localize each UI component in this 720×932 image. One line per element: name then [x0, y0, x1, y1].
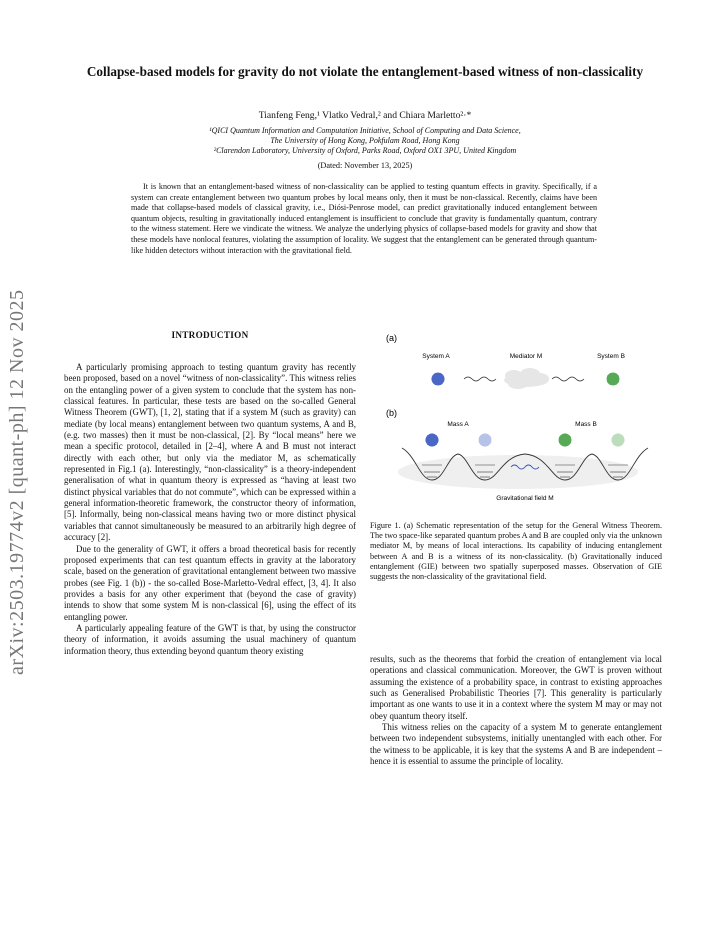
- paragraph: This witness relies on the capacity of a system M to generate entanglement between two independent subsystems, initially unentangled with each other. For the witness to be applicable, it is key that the systems A and B are independent – hence it is essential to assume the principle of locality.: [370, 722, 662, 767]
- mass-b-label: Mass B: [575, 421, 597, 428]
- mass-b-right: [612, 434, 625, 447]
- system-a-sphere: [432, 373, 445, 386]
- panel-a-label: (a): [386, 333, 397, 343]
- figure-1: [368, 330, 668, 510]
- affiliation-line: ²Clarendon Laboratory, University of Oxford, Parks Road, Oxford OX1 3PU, United Kingdom: [213, 146, 517, 155]
- right-column: [370, 654, 662, 767]
- mass-a-left: [426, 434, 439, 447]
- affiliations: [60, 126, 670, 156]
- system-a-label: System A: [422, 353, 450, 360]
- paragraph: results, such as the theorems that forbid the creation of entanglement via local operations and classical communication. Moreover, the GWT is proven without assuming the existence of a probability space, in contrast to existing approaches such as Generalised Probabilistic Theories [7]. This generality is particularly important as one wants to use it in a context where the system M may or may not obey quantum theory itself.: [370, 654, 662, 721]
- system-b-label: System B: [597, 353, 625, 360]
- wavy-link-right: [552, 377, 584, 381]
- mediator-label: Mediator M: [509, 353, 543, 360]
- date-line: (Dated: November 13, 2025): [317, 161, 413, 170]
- panel-b-label: (b): [386, 408, 397, 418]
- arxiv-side-label: arXiv:2503.19774v2 [quant-ph] 12 Nov 2025: [6, 289, 28, 675]
- figure-caption: Figure 1. (a) Schematic representation of the setup for the General Witness Theorem. The two space-like separated quantum probes A and B are coupled only via the unknown mediator M, by means of local interactions. Its capability of inducing entanglement between A and B is a witness of its non-classicality. (b) Gravitationally induced entanglement (GIE) between two spatially superposed masses. Observation of GIE suggests the non-classicality of the gravitational field.: [370, 521, 662, 582]
- left-column: [64, 362, 356, 657]
- paragraph: A particularly promising approach to testing quantum gravity has recently been proposed, based on a novel “witness of non-classicality”. This witness relies on the entangling power of a given system to conclude that the system has non-classical features. In particular, these tests are based on the so-called General Witness Theorem (GWT), [1, 2], stating that if a system M (such as gravity) can mediate (by local means) entanglement between two quantum systems, A and B, (e.g. two masses) then it must be non-classical, [2]. By “local means” here we mean a specific protocol, detailed in [2–4], where A and B must not interact directly with each other, but only via the mediator M, as schematically represented in Fig.1 (a). Interestingly, “non-classicality” is a theory-independent generalisation of what in quantum theory is expressed as “having at least two distinct physical variables that do not commute”, which can be expressed within a general information-theoretic framework, the constructor theory of information, [5]. Informally, being non-classical means having two or more distinct physical variables that cannot simultaneously be measured to an arbitrarily high degree of accuracy [2].: [64, 362, 356, 543]
- section-heading: INTRODUCTION: [171, 330, 249, 340]
- paragraph: A particularly appealing feature of the GWT is that, by using the constructor theory of information, it avoids assuming the usual machinery of quantum information theory, thus extending beyond quantum theory existing: [64, 622, 356, 656]
- mediator-cloud: [504, 368, 549, 389]
- paragraph: Due to the generality of GWT, it offers a broad theoretical basis for recently proposed experiments that can test quantum effects in gravity at the laboratory scale, based on the generation of gravitational entanglement between two massive probes (see Fig. 1 (b)) - the so-called Bose-Marletto-Vedral effect, [3, 4]. It also provides a basis for any other experiment that (beyond the case of gravity) intends to show that some system M is non-classical [6], using the effect of its entangling power.: [64, 543, 356, 622]
- system-b-sphere: [607, 373, 620, 386]
- author-list: Tianfeng Feng,¹ Vlatko Vedral,² and Chiara Marletto²·*: [258, 110, 472, 121]
- gravitational-field-label: Gravitational field M: [496, 495, 554, 502]
- abstract: It is known that an entanglement-based witness of non-classicality can be applied to testing quantum effects in gravity. Specifically, if a system can create entanglement between two quantum probes by local means only, then it must be non-classical. Recently, claims have been made that collapse-based models of classical gravity, i.e., Diósi-Penrose model, can predict gravitationally induced entanglement between quantum objects, resulting in gravitationally induced entanglement is insufficient to conclude that gravity is fundamentally quantum, contrary to the witness statement. Here we vindicate the witness. We analyze the underlying physics of collapse-based models for gravity and show that these models have nonlocal features, violating the assumption of locality. We suggest that the entanglement can be generated through quantum-like hidden detectors without interaction with the gravitational field.: [131, 182, 597, 255]
- affiliation-line: The University of Hong Kong, Pokfulam Road, Hong Kong: [270, 136, 460, 145]
- paper-title: Collapse-based models for gravity do not violate the entanglement-based witness of non-classicality: [86, 64, 644, 79]
- wavy-link-left: [464, 377, 496, 381]
- mass-a-label: Mass A: [447, 421, 469, 428]
- mass-b-left: [559, 434, 572, 447]
- mass-a-right: [479, 434, 492, 447]
- affiliation-line: ¹QICI Quantum Information and Computation Initiative, School of Computing and Data Science,: [209, 126, 521, 135]
